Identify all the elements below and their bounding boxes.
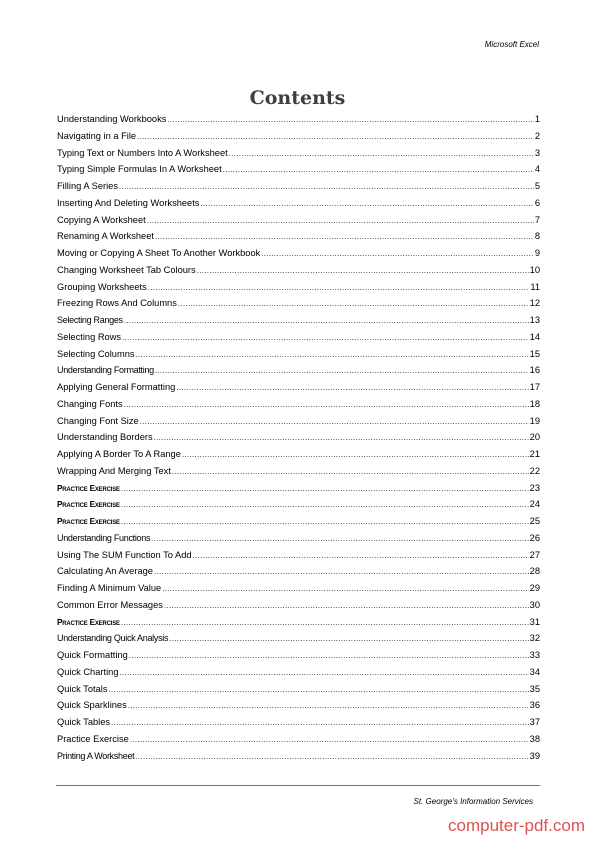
toc-leader-dots xyxy=(223,165,534,174)
toc-entry-label: Printing A Worksheet xyxy=(57,750,135,761)
toc-leader-dots xyxy=(200,199,533,208)
toc-entry-page-number: 26 xyxy=(529,532,540,543)
toc-entry[interactable] xyxy=(57,717,540,734)
toc-entry[interactable] xyxy=(57,583,540,600)
toc-leader-dots xyxy=(193,551,529,560)
toc-entry[interactable] xyxy=(57,432,540,449)
toc-entry-page-number: 27 xyxy=(529,549,540,560)
toc-entry[interactable] xyxy=(57,131,540,148)
toc-leader-dots xyxy=(136,350,529,359)
toc-entry-page-number: 2 xyxy=(534,130,540,141)
toc-entry[interactable] xyxy=(57,751,540,768)
toc-entry-label: Understanding Functions xyxy=(57,532,151,543)
toc-entry-page-number: 28 xyxy=(529,566,540,577)
toc-entry-label: Changing Fonts xyxy=(57,398,123,409)
toc-entry[interactable] xyxy=(57,164,540,181)
toc-entry-page-number: 3 xyxy=(534,147,540,158)
toc-entry[interactable] xyxy=(57,215,540,232)
toc-leader-dots xyxy=(178,299,529,308)
toc-entry-label: Renaming A Worksheet xyxy=(57,231,154,242)
toc-entry-label: Grouping Worksheets xyxy=(57,281,147,292)
toc-entry-page-number: 30 xyxy=(529,599,540,610)
toc-entry-page-number: 29 xyxy=(529,583,540,593)
toc-entry-page-number: 10 xyxy=(529,264,540,275)
toc-leader-dots xyxy=(162,584,528,593)
toc-entry-page-number: 23 xyxy=(529,482,540,493)
toc-entry-label: Typing Simple Formulas In A Worksheet xyxy=(57,164,222,175)
toc-entry-label: Filling A Series xyxy=(57,181,118,191)
toc-entry-label: Changing Worksheet Tab Colours xyxy=(57,264,196,275)
toc-entry-page-number: 38 xyxy=(529,733,540,744)
toc-leader-dots xyxy=(111,718,529,727)
toc-entry-label: Quick Formatting xyxy=(57,650,128,660)
toc-leader-dots xyxy=(122,333,529,342)
toc-leader-dots xyxy=(176,383,528,392)
toc-entry[interactable] xyxy=(57,633,540,650)
toc-entry-page-number: 35 xyxy=(529,683,540,694)
toc-leader-dots xyxy=(108,685,528,694)
toc-leader-dots xyxy=(124,316,529,325)
toc-leader-dots xyxy=(182,450,529,459)
toc-leader-dots xyxy=(229,149,534,158)
toc-entry[interactable] xyxy=(57,365,540,382)
toc-entry-label: Navigating in a File xyxy=(57,130,137,141)
toc-entry[interactable] xyxy=(57,684,540,701)
toc-leader-dots xyxy=(124,400,529,409)
toc-entry-page-number: 7 xyxy=(534,214,540,225)
toc-entry-page-number: 9 xyxy=(534,248,540,258)
toc-entry-page-number: 19 xyxy=(529,415,540,426)
toc-entry-label: Using The SUM Function To Add xyxy=(57,549,192,560)
toc-entry-page-number: 21 xyxy=(529,449,540,459)
toc-leader-dots xyxy=(155,232,534,241)
toc-leader-dots xyxy=(155,366,529,375)
running-footer: St. George’s Information Services xyxy=(413,797,533,806)
toc-entry[interactable] xyxy=(57,265,540,282)
toc-leader-dots xyxy=(121,500,529,509)
toc-leader-dots xyxy=(121,517,529,526)
toc-entry[interactable] xyxy=(57,466,540,483)
toc-entry-label: Changing Font Size xyxy=(57,415,139,426)
toc-entry-page-number: 15 xyxy=(529,348,540,359)
toc-entry-page-number: 17 xyxy=(529,382,540,392)
toc-entry-label: Selecting Rows xyxy=(57,331,122,342)
toc-entry-page-number: 18 xyxy=(529,398,540,409)
toc-entry-label: Understanding Workbooks xyxy=(57,114,167,124)
toc-entry[interactable] xyxy=(57,382,540,399)
toc-leader-dots xyxy=(151,534,528,543)
toc-entry-label: Moving or Copying A Sheet To Another Workbook xyxy=(57,248,261,258)
toc-entry-label: Quick Tables xyxy=(57,717,111,727)
toc-entry[interactable] xyxy=(57,566,540,583)
toc-entry-label: Practice Exercise xyxy=(57,517,120,526)
toc-entry-page-number: 22 xyxy=(529,465,540,476)
toc-entry-label: Selecting Columns xyxy=(57,348,135,359)
toc-entry-label: Typing Text or Numbers Into A Worksheet xyxy=(57,147,228,158)
toc-leader-dots xyxy=(154,433,529,442)
toc-entry-page-number: 16 xyxy=(529,365,540,376)
toc-entry[interactable] xyxy=(57,449,540,466)
toc-entry-page-number: 37 xyxy=(529,717,540,727)
toc-entry[interactable] xyxy=(57,550,540,567)
toc-entry-page-number: 8 xyxy=(534,231,540,242)
toc-entry-label: Common Error Messages xyxy=(57,599,163,610)
toc-entry-label: Finding A Minimum Value xyxy=(57,583,162,593)
toc-entry[interactable] xyxy=(57,700,540,717)
toc-leader-dots xyxy=(261,249,534,258)
toc-entry-page-number: 20 xyxy=(529,432,540,443)
table-of-contents xyxy=(57,114,540,767)
toc-entry[interactable] xyxy=(57,416,540,433)
toc-leader-dots xyxy=(120,668,529,677)
toc-entry-label: Copying A Worksheet xyxy=(57,214,146,225)
toc-entry[interactable] xyxy=(57,148,540,165)
toc-entry-label: Applying A Border To A Range xyxy=(57,449,181,459)
toc-entry-page-number: 14 xyxy=(529,331,540,342)
toc-entry-label: Understanding Borders xyxy=(57,432,153,443)
footer-divider xyxy=(56,785,540,786)
toc-entry[interactable] xyxy=(57,282,540,299)
toc-entry-page-number: 1 xyxy=(534,114,540,124)
running-header: Microsoft Excel xyxy=(484,40,539,49)
toc-entry[interactable] xyxy=(57,650,540,667)
toc-entry-page-number: 33 xyxy=(529,650,540,660)
toc-leader-dots xyxy=(128,701,529,710)
toc-leader-dots xyxy=(129,651,529,660)
toc-leader-dots xyxy=(172,467,529,476)
toc-leader-dots xyxy=(167,115,533,124)
toc-entry-label: Calculating An Average xyxy=(57,566,153,577)
toc-entry-label: Understanding Quick Analysis xyxy=(57,633,169,644)
toc-entry-page-number: 31 xyxy=(529,616,540,627)
toc-entry-label: Freezing Rows And Columns xyxy=(57,298,177,309)
toc-entry[interactable] xyxy=(57,349,540,366)
toc-entry[interactable] xyxy=(57,298,540,315)
toc-entry-page-number: 6 xyxy=(534,197,540,208)
toc-leader-dots xyxy=(121,484,529,493)
toc-leader-dots xyxy=(164,601,529,610)
toc-entry-label: Practice Exercise xyxy=(57,617,120,627)
toc-entry[interactable] xyxy=(57,181,540,198)
toc-entry-page-number: 24 xyxy=(529,499,540,510)
toc-entry[interactable] xyxy=(57,332,540,349)
toc-entry[interactable] xyxy=(57,499,540,516)
toc-leader-dots xyxy=(130,735,529,744)
toc-entry-page-number: 25 xyxy=(529,516,540,526)
toc-entry-page-number: 4 xyxy=(534,164,540,175)
toc-entry-page-number: 36 xyxy=(529,700,540,711)
toc-leader-dots xyxy=(148,283,530,292)
toc-entry-label: Practice Exercise xyxy=(57,483,120,493)
toc-leader-dots xyxy=(197,266,529,275)
toc-entry-page-number: 12 xyxy=(529,298,540,309)
toc-entry[interactable] xyxy=(57,399,540,416)
toc-entry-page-number: 11 xyxy=(530,281,540,292)
toc-entry-page-number: 34 xyxy=(529,666,540,677)
toc-entry[interactable] xyxy=(57,248,540,265)
toc-entry[interactable] xyxy=(57,533,540,550)
toc-entry[interactable] xyxy=(57,667,540,684)
toc-entry-label: Quick Totals xyxy=(57,683,108,694)
toc-entry-label: Quick Charting xyxy=(57,666,119,677)
toc-entry-page-number: 39 xyxy=(529,750,540,761)
page-title: Contents xyxy=(249,87,346,109)
toc-entry-label: Practice Exercise xyxy=(57,733,129,744)
toc-entry[interactable] xyxy=(57,315,540,332)
toc-leader-dots xyxy=(119,182,534,191)
toc-entry-label: Practice Exercise xyxy=(57,500,120,510)
toc-leader-dots xyxy=(147,216,534,225)
toc-entry[interactable] xyxy=(57,734,540,751)
toc-entry-page-number: 32 xyxy=(529,633,540,644)
toc-entry-label: Understanding Formatting xyxy=(57,365,154,376)
toc-entry[interactable] xyxy=(57,114,540,131)
toc-leader-dots xyxy=(169,634,528,643)
toc-entry-label: Applying General Formatting xyxy=(57,382,176,392)
toc-leader-dots xyxy=(154,567,529,576)
toc-entry-label: Wrapping And Merging Text xyxy=(57,465,171,476)
toc-entry-label: Selecting Ranges xyxy=(57,315,123,325)
toc-leader-dots xyxy=(135,752,528,761)
toc-leader-dots xyxy=(137,132,534,141)
watermark-link[interactable]: computer-pdf.com xyxy=(448,816,585,835)
toc-leader-dots xyxy=(140,417,529,426)
toc-entry[interactable] xyxy=(57,600,540,617)
toc-entry[interactable] xyxy=(57,483,540,500)
toc-leader-dots xyxy=(121,618,529,627)
toc-entry[interactable] xyxy=(57,231,540,248)
toc-entry-page-number: 5 xyxy=(534,181,540,191)
toc-entry[interactable] xyxy=(57,617,540,634)
toc-entry[interactable] xyxy=(57,198,540,215)
toc-entry-label: Quick Sparklines xyxy=(57,700,127,711)
toc-entry-page-number: 13 xyxy=(529,315,540,325)
toc-entry[interactable] xyxy=(57,516,540,533)
toc-entry-label: Inserting And Deleting Worksheets xyxy=(57,197,200,208)
